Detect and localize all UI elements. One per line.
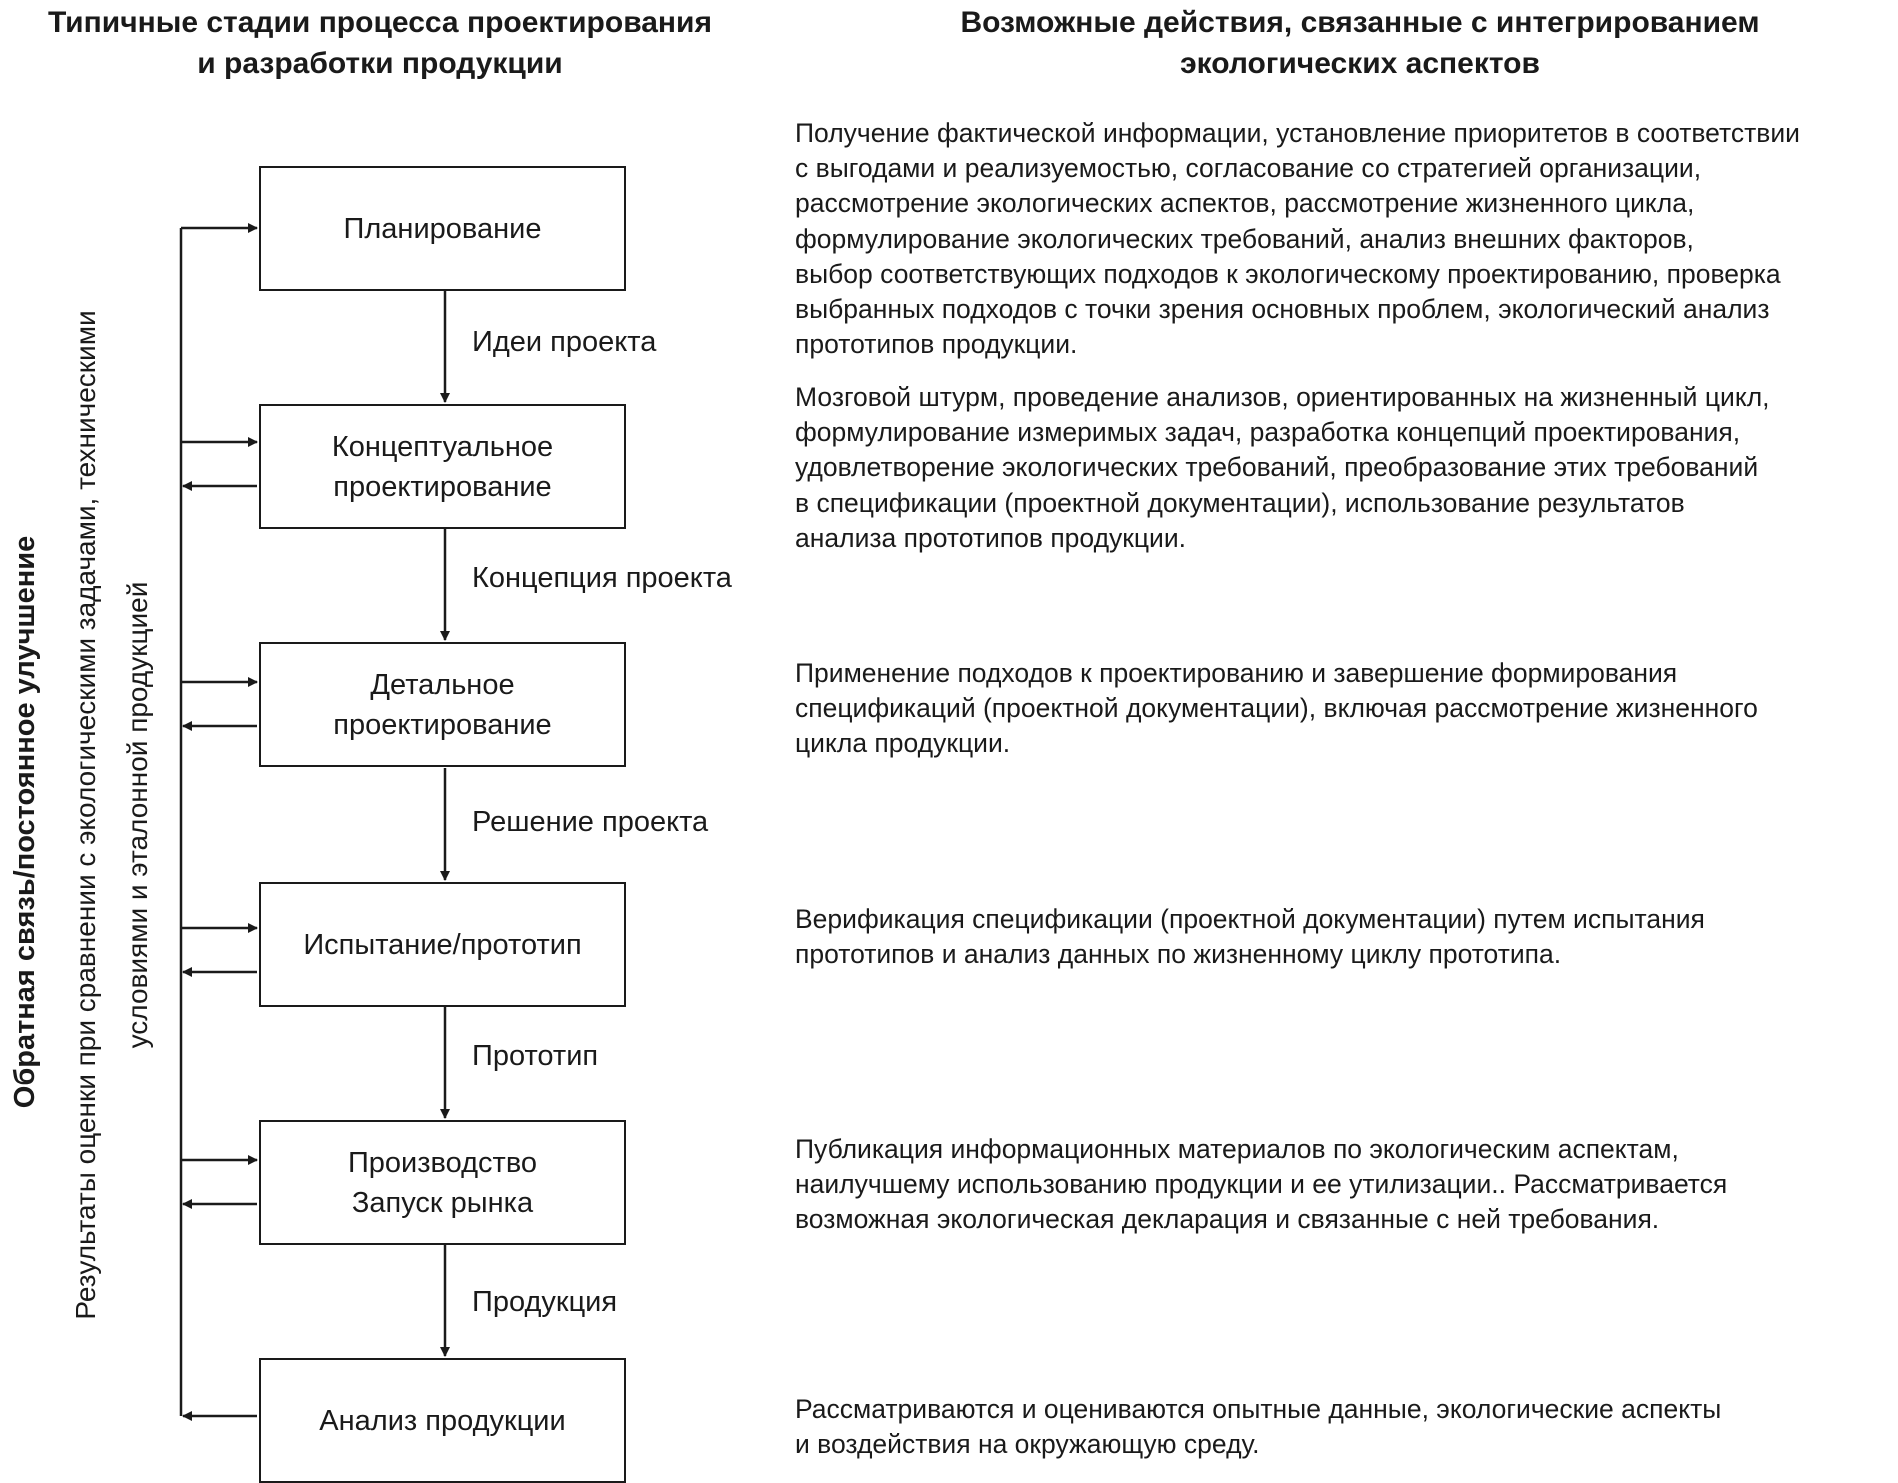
stage-box-testing-prototype: Испытание/прототип xyxy=(259,882,626,1007)
stage-box-concept-design: Концептуальное проектирование xyxy=(259,404,626,529)
action-description-planning: Получение фактической информации, установление приоритетов в соответствии с выгодами и реализуемостью, согласование со стратегией организации, рассмотрение экологических аспектов, рассмотрение жизненного цикла, формулирование экологических требований, анализ внешних факторов, выбор соответствующих подходов к экологическому проектированию, проверка выбранных подходов с точки зрения основных проблем, экологический анализ прототипов продукции. xyxy=(795,118,1800,360)
action-description-testing-prototype: Верификация спецификации (проектной документации) путем испытания прототипов и анализ данных по жизненному циклу прототипа. xyxy=(795,904,1705,970)
flow-label-product: Продукция xyxy=(472,1286,618,1318)
flow-label-project-ideas: Идеи проекта xyxy=(472,326,657,358)
stage-box-detail-design: Детальное проектирование xyxy=(259,642,626,767)
flow-label-project-decision: Решение проекта xyxy=(472,806,709,838)
action-description-product-review: Рассматриваются и оцениваются опытные данные, экологические аспекты и воздействия на окружающую среду. xyxy=(795,1394,1722,1460)
action-description-detail-design: Применение подходов к проектированию и завершение формирования спецификаций (проектной документации), включая рассмотрение жизненного цикла продукции. xyxy=(795,658,1758,759)
stage-box-planning: Планирование xyxy=(259,166,626,291)
action-description-concept-design: Мозговой штурм, проведение анализов, ориентированных на жизненный цикл, формулирование измеримых задач, разработка концепций проектирования, удовлетворение экологических требований, преобразование этих требований в спецификации (проектной документации), использование результатов анализа прототипов продукции. xyxy=(795,382,1770,553)
stages-column-heading: Типичные стадии процесса проектирования и разработки продукции xyxy=(48,6,712,80)
actions-column-heading: Возможные действия, связанные с интегрированием экологических аспектов xyxy=(960,6,1760,80)
stage-box-production-launch: Производство Запуск рынка xyxy=(259,1120,626,1245)
flow-label-project-concept: Концепция проекта xyxy=(472,562,732,594)
feedback-subtitle: Результаты оценки при сравнении с экологическими задачами, техническими условиями и эталонной продукцией xyxy=(70,310,153,1320)
feedback-title: Обратная связь/постоянное улучшение xyxy=(9,535,41,1109)
action-description-production-launch: Публикация информационных материалов по экологическим аспектам, наилучшему использованию продукции и ее утилизации.. Рассматривается возможная экологическая декларация и связанные с ней требования. xyxy=(795,1134,1728,1235)
flow-label-prototype: Прототип xyxy=(472,1040,599,1072)
stage-box-product-review: Анализ продукции xyxy=(259,1358,626,1483)
